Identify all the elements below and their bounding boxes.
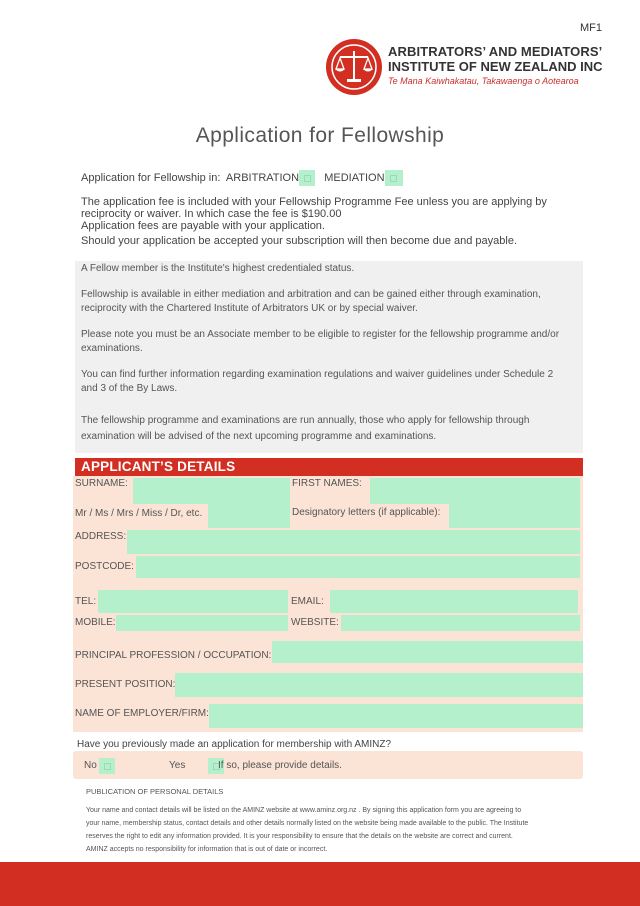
surname-field[interactable]: [133, 478, 290, 504]
address-label: ADDRESS:: [75, 531, 127, 542]
page-title: Application for Fellowship: [195, 124, 445, 147]
publication-line-4: AMINZ accepts no responsibility for information that is out of date or incorrect.: [86, 846, 328, 853]
mediation-label: MEDIATION: [324, 171, 385, 184]
profession-field[interactable]: [272, 641, 583, 663]
applicant-form: [73, 476, 583, 732]
info-p5b: examination will be advised of the next upcoming programme and examinations.: [81, 431, 437, 442]
postcode-label: POSTCODE:: [75, 561, 134, 572]
tel-field[interactable]: [98, 590, 288, 613]
mobile-label: MOBILE:: [75, 617, 116, 628]
first-names-label: FIRST NAMES:: [292, 478, 362, 489]
applicant-details-banner: [75, 458, 583, 476]
employer-label: NAME OF EMPLOYER/FIRM:: [75, 708, 209, 719]
fee-text-1: The application fee is included with your Fellowship Programme Fee unless you are applying by: [81, 196, 547, 208]
applicant-details-heading: APPLICANT’S DETAILS: [81, 459, 236, 474]
info-p3b: examinations.: [81, 343, 143, 354]
info-p4a: You can find further information regarding examination regulations and waiver guidelines under Schedule 2: [81, 369, 554, 380]
designatory-label: Designatory letters (if applicable):: [292, 507, 441, 518]
profession-label: PRINCIPAL PROFESSION / OCCUPATION:: [75, 650, 272, 661]
fellowship-info-box: [75, 261, 583, 453]
info-p2a: Fellowship is available in either mediation and arbitration and can be gained either through examination,: [81, 289, 541, 300]
form-code: MF1: [580, 22, 602, 34]
fellowship-in-label: Application for Fellowship in:: [81, 171, 221, 184]
publication-line-1: Your name and contact details will be listed on the AMINZ website at www.aminz.org.nz . By signing this application form you are agreeing to: [86, 807, 522, 814]
arbitration-label: ARBITRATION: [225, 171, 300, 184]
no-label: No: [84, 760, 97, 771]
publication-line-2: your name, membership status, contact details and other details normally listed on the website being made available to the public. The Institute: [86, 820, 529, 827]
org-name-line1: ARBITRATORS’ AND MEDIATORS’: [388, 44, 603, 59]
postcode-field[interactable]: [136, 556, 580, 578]
honorific-label: Mr / Ms / Mrs / Miss / Dr, etc.: [75, 508, 203, 519]
info-p1: A Fellow member is the Institute's highest credentialed status.: [81, 263, 355, 274]
surname-label: SURNAME:: [75, 478, 128, 489]
employer-field[interactable]: [209, 704, 583, 728]
fee-text-4: Should your application be accepted your subscription will then become due and payable.: [81, 235, 518, 247]
previous-application-question: Have you previously made an application for membership with AMINZ?: [77, 739, 392, 750]
publication-heading: PUBLICATION OF PERSONAL DETAILS: [86, 787, 224, 796]
arbitration-checkbox[interactable]: [299, 170, 315, 186]
scales-logo-icon: [325, 38, 383, 96]
email-label: EMAIL:: [291, 596, 324, 607]
address-field[interactable]: [127, 530, 580, 554]
org-name-line2: INSTITUTE OF NEW ZEALAND INC: [388, 59, 603, 74]
mediation-checkbox[interactable]: [385, 170, 403, 186]
previous-application-row: [73, 751, 583, 779]
first-names-field[interactable]: [370, 478, 580, 504]
info-p5a: The fellowship programme and examinations are run annually, those who apply for fellowship through: [81, 415, 530, 426]
honorific-field[interactable]: [208, 504, 290, 528]
org-tagline: Te Mana Kaiwhakatau, Takawaenga o Aotearoa: [388, 76, 579, 86]
publication-line-3: reserves the right to edit any information provided. It is your responsibility to ensure that the details on the website are correct and current.: [86, 833, 513, 840]
details-hint: If so, please provide details.: [218, 760, 342, 771]
fee-text-3: Application fees are payable with your application.: [81, 220, 325, 232]
footer-bar: [0, 862, 640, 906]
fellowship-type-row: [81, 170, 403, 186]
website-label: WEBSITE:: [291, 617, 339, 628]
website-field[interactable]: [341, 615, 580, 631]
email-field[interactable]: [330, 590, 578, 613]
no-checkbox[interactable]: [99, 758, 115, 774]
tel-label: TEL:: [75, 596, 97, 607]
mobile-field[interactable]: [116, 615, 288, 631]
info-p2b: reciprocity with the Chartered Institute of Arbitrators UK or by special waiver.: [81, 303, 418, 314]
designatory-field[interactable]: [449, 504, 580, 528]
position-label: PRESENT POSITION:: [75, 679, 176, 690]
yes-label: Yes: [169, 760, 186, 771]
position-field[interactable]: [175, 673, 583, 697]
fee-text-2: reciprocity or waiver. In which case the fee is $190.00: [81, 208, 342, 220]
info-p4b: and 3 of the By Laws.: [81, 383, 178, 394]
info-p3a: Please note you must be an Associate member to be eligible to register for the fellowship programme and/or: [81, 329, 560, 340]
